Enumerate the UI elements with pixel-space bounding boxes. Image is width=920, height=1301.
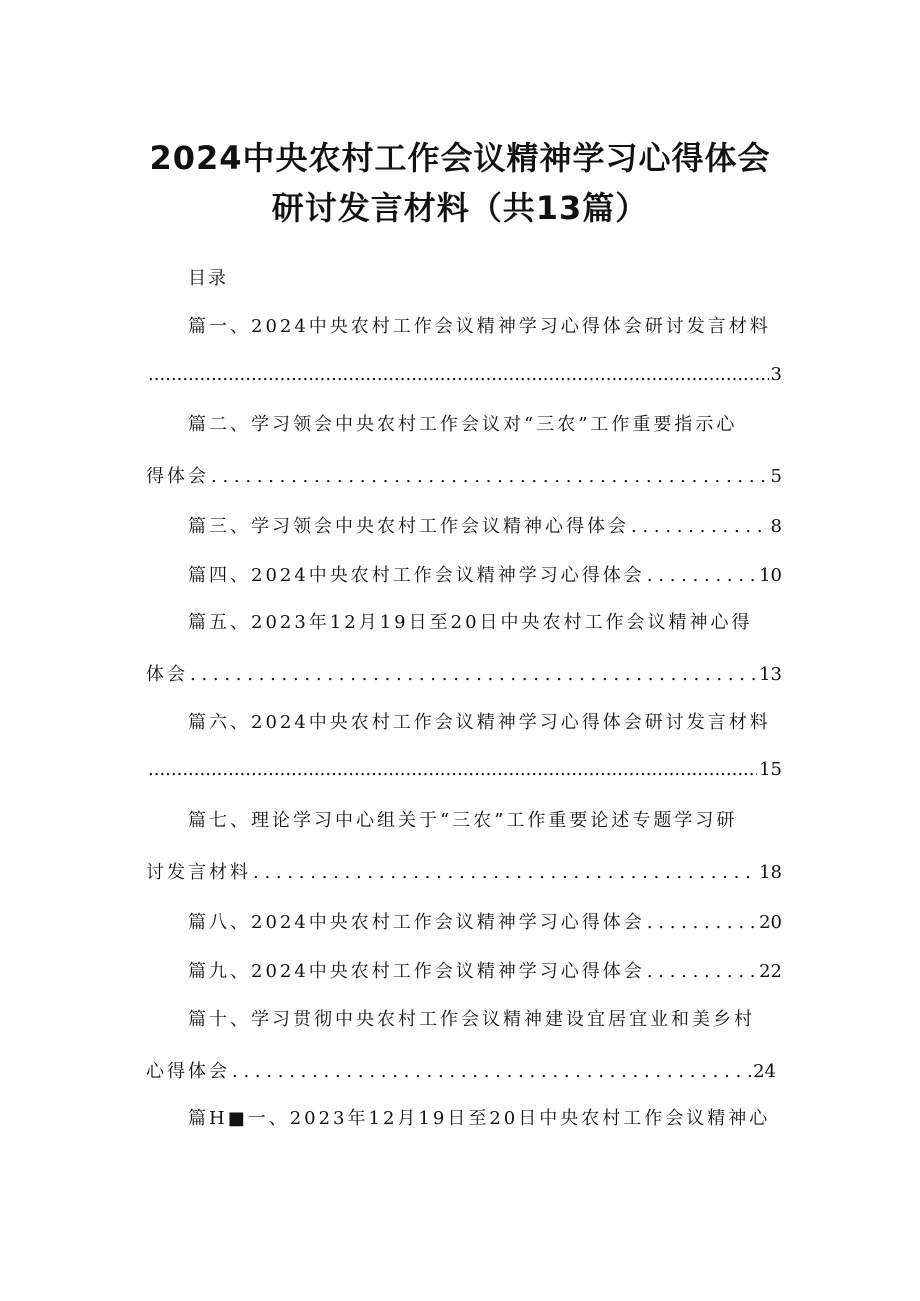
- toc-entry-5-leader[interactable]: [146, 660, 782, 686]
- dot-leader: [211, 466, 769, 487]
- toc-entry-6-title[interactable]: 篇六、2024中央农村工作会议精神学习心得体会研讨发言材料: [188, 712, 771, 733]
- toc-entry-10-title-cont: 心得体会: [146, 1061, 230, 1082]
- toc-entry-7-title-cont: 讨发言材料: [146, 862, 251, 883]
- toc-entry-2-page: 5: [770, 466, 782, 487]
- toc-entry-1-page: 3: [770, 364, 782, 385]
- document-title-line-1: 2024中央农村工作会议精神学习心得体会: [149, 139, 771, 177]
- toc-entry-11-title[interactable]: 篇H■一、2023年12月19日至20日中央农村工作会议精神心: [188, 1108, 771, 1129]
- toc-entry-8-page: 20: [759, 912, 782, 933]
- document-title-line-2: 研讨发言材料（共13篇）: [271, 189, 649, 227]
- toc-entry-1-title[interactable]: 篇一、2024中央农村工作会议精神学习心得体会研讨发言材料: [188, 316, 771, 337]
- toc-entry-4-page: 10: [759, 565, 782, 586]
- toc-entry-5-title[interactable]: 篇五、2023年12月19日至20日中央农村工作会议精神心得: [188, 612, 753, 633]
- toc-heading: 目录: [188, 268, 228, 289]
- toc-entry-7-title[interactable]: 篇七、理论学习中心组关于“三农”工作重要论述专题学习研: [188, 810, 738, 831]
- dot-leader: [148, 759, 757, 780]
- dot-leader: [647, 565, 757, 586]
- toc-entry-5-title-cont: 体会: [146, 664, 188, 685]
- dot-leader: [190, 664, 757, 685]
- toc-entry-9[interactable]: [188, 957, 782, 983]
- dot-leader: [232, 1061, 751, 1082]
- dot-leader: [253, 862, 757, 883]
- toc-entry-10-page: 24: [753, 1061, 776, 1082]
- dot-leader: [647, 961, 757, 982]
- toc-entry-9-page: 22: [759, 961, 782, 982]
- toc-entry-3-title: 篇三、学习领会中央农村工作会议精神心得体会: [188, 516, 629, 537]
- toc-entry-3-page: 8: [770, 516, 782, 537]
- toc-entry-7-leader[interactable]: [146, 858, 782, 884]
- toc-entry-6-page: 15: [759, 759, 782, 780]
- toc-entry-10-title[interactable]: 篇十、学习贯彻中央农村工作会议精神建设宜居宜业和美乡村: [188, 1009, 755, 1030]
- toc-entry-4[interactable]: [188, 561, 782, 587]
- dot-leader: [631, 516, 769, 537]
- toc-entry-9-title: 篇九、2024中央农村工作会议精神学习心得体会: [188, 961, 645, 982]
- toc-entry-5-page: 13: [759, 664, 782, 685]
- dot-leader: [647, 912, 757, 933]
- toc-entry-6-leader[interactable]: [146, 759, 782, 785]
- toc-entry-2-title[interactable]: 篇二、学习领会中央农村工作会议对“三农”工作重要指示心: [188, 414, 738, 435]
- toc-entry-8-title: 篇八、2024中央农村工作会议精神学习心得体会: [188, 912, 645, 933]
- toc-entry-8[interactable]: [188, 908, 782, 934]
- toc-entry-4-title: 篇四、2024中央农村工作会议精神学习心得体会: [188, 565, 645, 586]
- toc-entry-3[interactable]: [188, 512, 782, 538]
- dot-leader: [148, 364, 769, 385]
- toc-entry-1-leader[interactable]: [146, 364, 782, 390]
- toc-entry-10-leader[interactable]: [146, 1057, 776, 1083]
- toc-entry-2-title-cont: 得体会: [146, 466, 209, 487]
- toc-entry-7-page: 18: [759, 862, 782, 883]
- toc-entry-2-leader[interactable]: [146, 462, 782, 488]
